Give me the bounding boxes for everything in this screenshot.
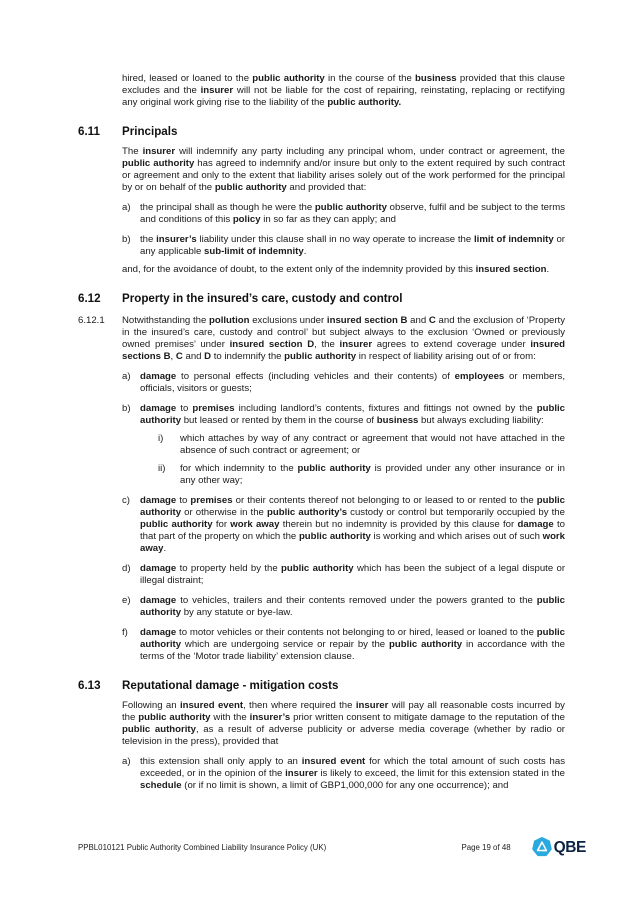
clause-number: 6.12.1 bbox=[78, 315, 105, 326]
section-number: 6.13 bbox=[78, 679, 101, 692]
footer-page-number: Page 19 of 48 bbox=[461, 842, 511, 852]
list-item-text: damage to premises including landlord’s contents, fixtures and fittings not owned by the public authority but leased or rented by them in the course of business but always excluding liability: i) which attaches by way of any contract or agreement that would not have attached in the absence of such contract or agreement; or ii) for which indemnity to the public authority is provided under any other insurance or in any other way; bbox=[140, 403, 565, 486]
list-item-label: b) bbox=[122, 234, 131, 245]
list-item bbox=[122, 234, 565, 258]
list-item-label: a) bbox=[122, 371, 131, 382]
sub-list-item bbox=[158, 463, 565, 487]
list-item-label: a) bbox=[122, 202, 131, 213]
list-item-text: damage to vehicles, trailers and their contents removed under the powers granted to the public authority by any statute or bye-law. bbox=[140, 595, 565, 618]
sub-list-item bbox=[158, 433, 565, 457]
list-item bbox=[122, 371, 565, 395]
list-item-label: b) bbox=[122, 403, 131, 414]
list-item-label: e) bbox=[122, 595, 131, 606]
section-title: Principals bbox=[122, 125, 178, 138]
clause-text: Notwithstanding the pollution exclusions under insured section B and C and the exclusion of ‘Property in the insured’s care, custody and control’ but subject always to the exclusion ‘Owned or previously owned premises’ under insured section D, the insurer agrees to extend coverage under insured sections B, C and D to indemnify the public authority in respect of liability arising out of or from: bbox=[122, 315, 566, 362]
list-item-label: d) bbox=[122, 563, 131, 574]
list-item bbox=[122, 756, 565, 792]
section-heading bbox=[78, 678, 565, 694]
qbe-logo-text: QBE bbox=[553, 838, 586, 856]
list-item-text: this extension shall only apply to an insured event for which the total amount of such costs has exceeded, or in the opinion of the insurer is likely to exceed, the limit for this extension stated in the schedule (or if no limit is shown, a limit of GBP1,000,000 for any one occurrence); and bbox=[140, 756, 566, 791]
section-number: 6.11 bbox=[78, 125, 100, 138]
paragraph: Following an insured event, then where required the insurer will pay all reasonable costs incurred by the public authority with the insurer’s prior written consent to mitigate damage to the reputation of the public authority, as a result of adverse publicity or adverse media coverage (whether by radio or television in the press), provided that bbox=[122, 700, 565, 747]
paragraph: and, for the avoidance of doubt, to the extent only of the indemnity provided by this insured section. bbox=[122, 264, 550, 275]
list-item-label: f) bbox=[122, 627, 128, 638]
footer-doc-ref: PPBL010121 Public Authority Combined Liability Insurance Policy (UK) bbox=[78, 842, 327, 852]
list-item-label: c) bbox=[122, 495, 130, 506]
section-title: Property in the insured’s care, custody and control bbox=[122, 292, 403, 305]
paragraph: hired, leased or loaned to the public authority in the course of the business provided that this clause excludes and the insurer will not be liable for the cost of repairing, reinstating, replacing or rectifying any original work giving rise to the liability of the public authority. bbox=[122, 73, 565, 108]
section-number: 6.12 bbox=[78, 292, 101, 305]
list bbox=[122, 756, 565, 792]
list-item bbox=[122, 595, 565, 619]
list-item bbox=[122, 495, 565, 555]
section-heading bbox=[78, 124, 565, 140]
list-item-text: damage to property held by the public authority which has been the subject of a legal dispute or illegal distraint; bbox=[140, 563, 566, 586]
list-item bbox=[122, 403, 565, 487]
qbe-logo bbox=[532, 837, 586, 857]
sub-item-text: which attaches by way of any contract or agreement that would not have attached in the absence of such contract or agreement; or bbox=[180, 433, 565, 456]
list-item-text: the principal shall as though he were the public authority observe, fulfil and be subject to the terms and conditions of this policy in so far as they can apply; and bbox=[140, 202, 565, 225]
list-item-text: damage to personal effects (including vehicles and their contents) of employees or members, officials, visitors or guests; bbox=[140, 371, 565, 394]
sub-item-label: ii) bbox=[158, 463, 166, 474]
list-item-text: damage to premises or their contents thereof not belonging to or leased to or rented to the public authority or otherwise in the public authority’s custody or control but temporarily occupied by the public authority for work away therein but no indemnity is provided by this clause for damage to that part of the property on which the public authority is working and which arises out of such work away. bbox=[140, 495, 566, 554]
list-item bbox=[122, 202, 565, 226]
list-item bbox=[122, 563, 565, 587]
list-item-label: a) bbox=[122, 756, 131, 767]
qbe-logo-icon bbox=[532, 837, 552, 857]
list bbox=[122, 371, 565, 663]
sub-item-text: for which indemnity to the public authority is provided under any other insurance or in any other way; bbox=[180, 463, 565, 486]
footer bbox=[78, 837, 586, 857]
list-item-text: damage to motor vehicles or their contents not belonging to or hired, leased or loaned to the public authority which are undergoing service or repair by the public authority in accordance with the terms of the ‘Motor trade liability’ extension clause. bbox=[140, 627, 565, 662]
sub-list bbox=[158, 433, 565, 487]
list bbox=[122, 202, 565, 258]
paragraph: The insurer will indemnify any party including any principal whom, under contract or agreement, the public authority has agreed to indemnify and/or insure but only to the extent required by such contract or agreement and only to the extent that liability arises solely out of the work performed for the principal by or on behalf of the public authority and provided that: bbox=[122, 146, 565, 193]
section-title: Reputational damage - mitigation costs bbox=[122, 679, 339, 692]
sub-item-label: i) bbox=[158, 433, 164, 444]
list-item bbox=[122, 627, 565, 663]
list-item-text: the insurer’s liability under this clause shall in no way operate to increase the limit of indemnity or any applicable sub-limit of indemnity. bbox=[140, 234, 565, 257]
numbered-clause bbox=[78, 315, 565, 363]
section-heading bbox=[78, 291, 565, 307]
